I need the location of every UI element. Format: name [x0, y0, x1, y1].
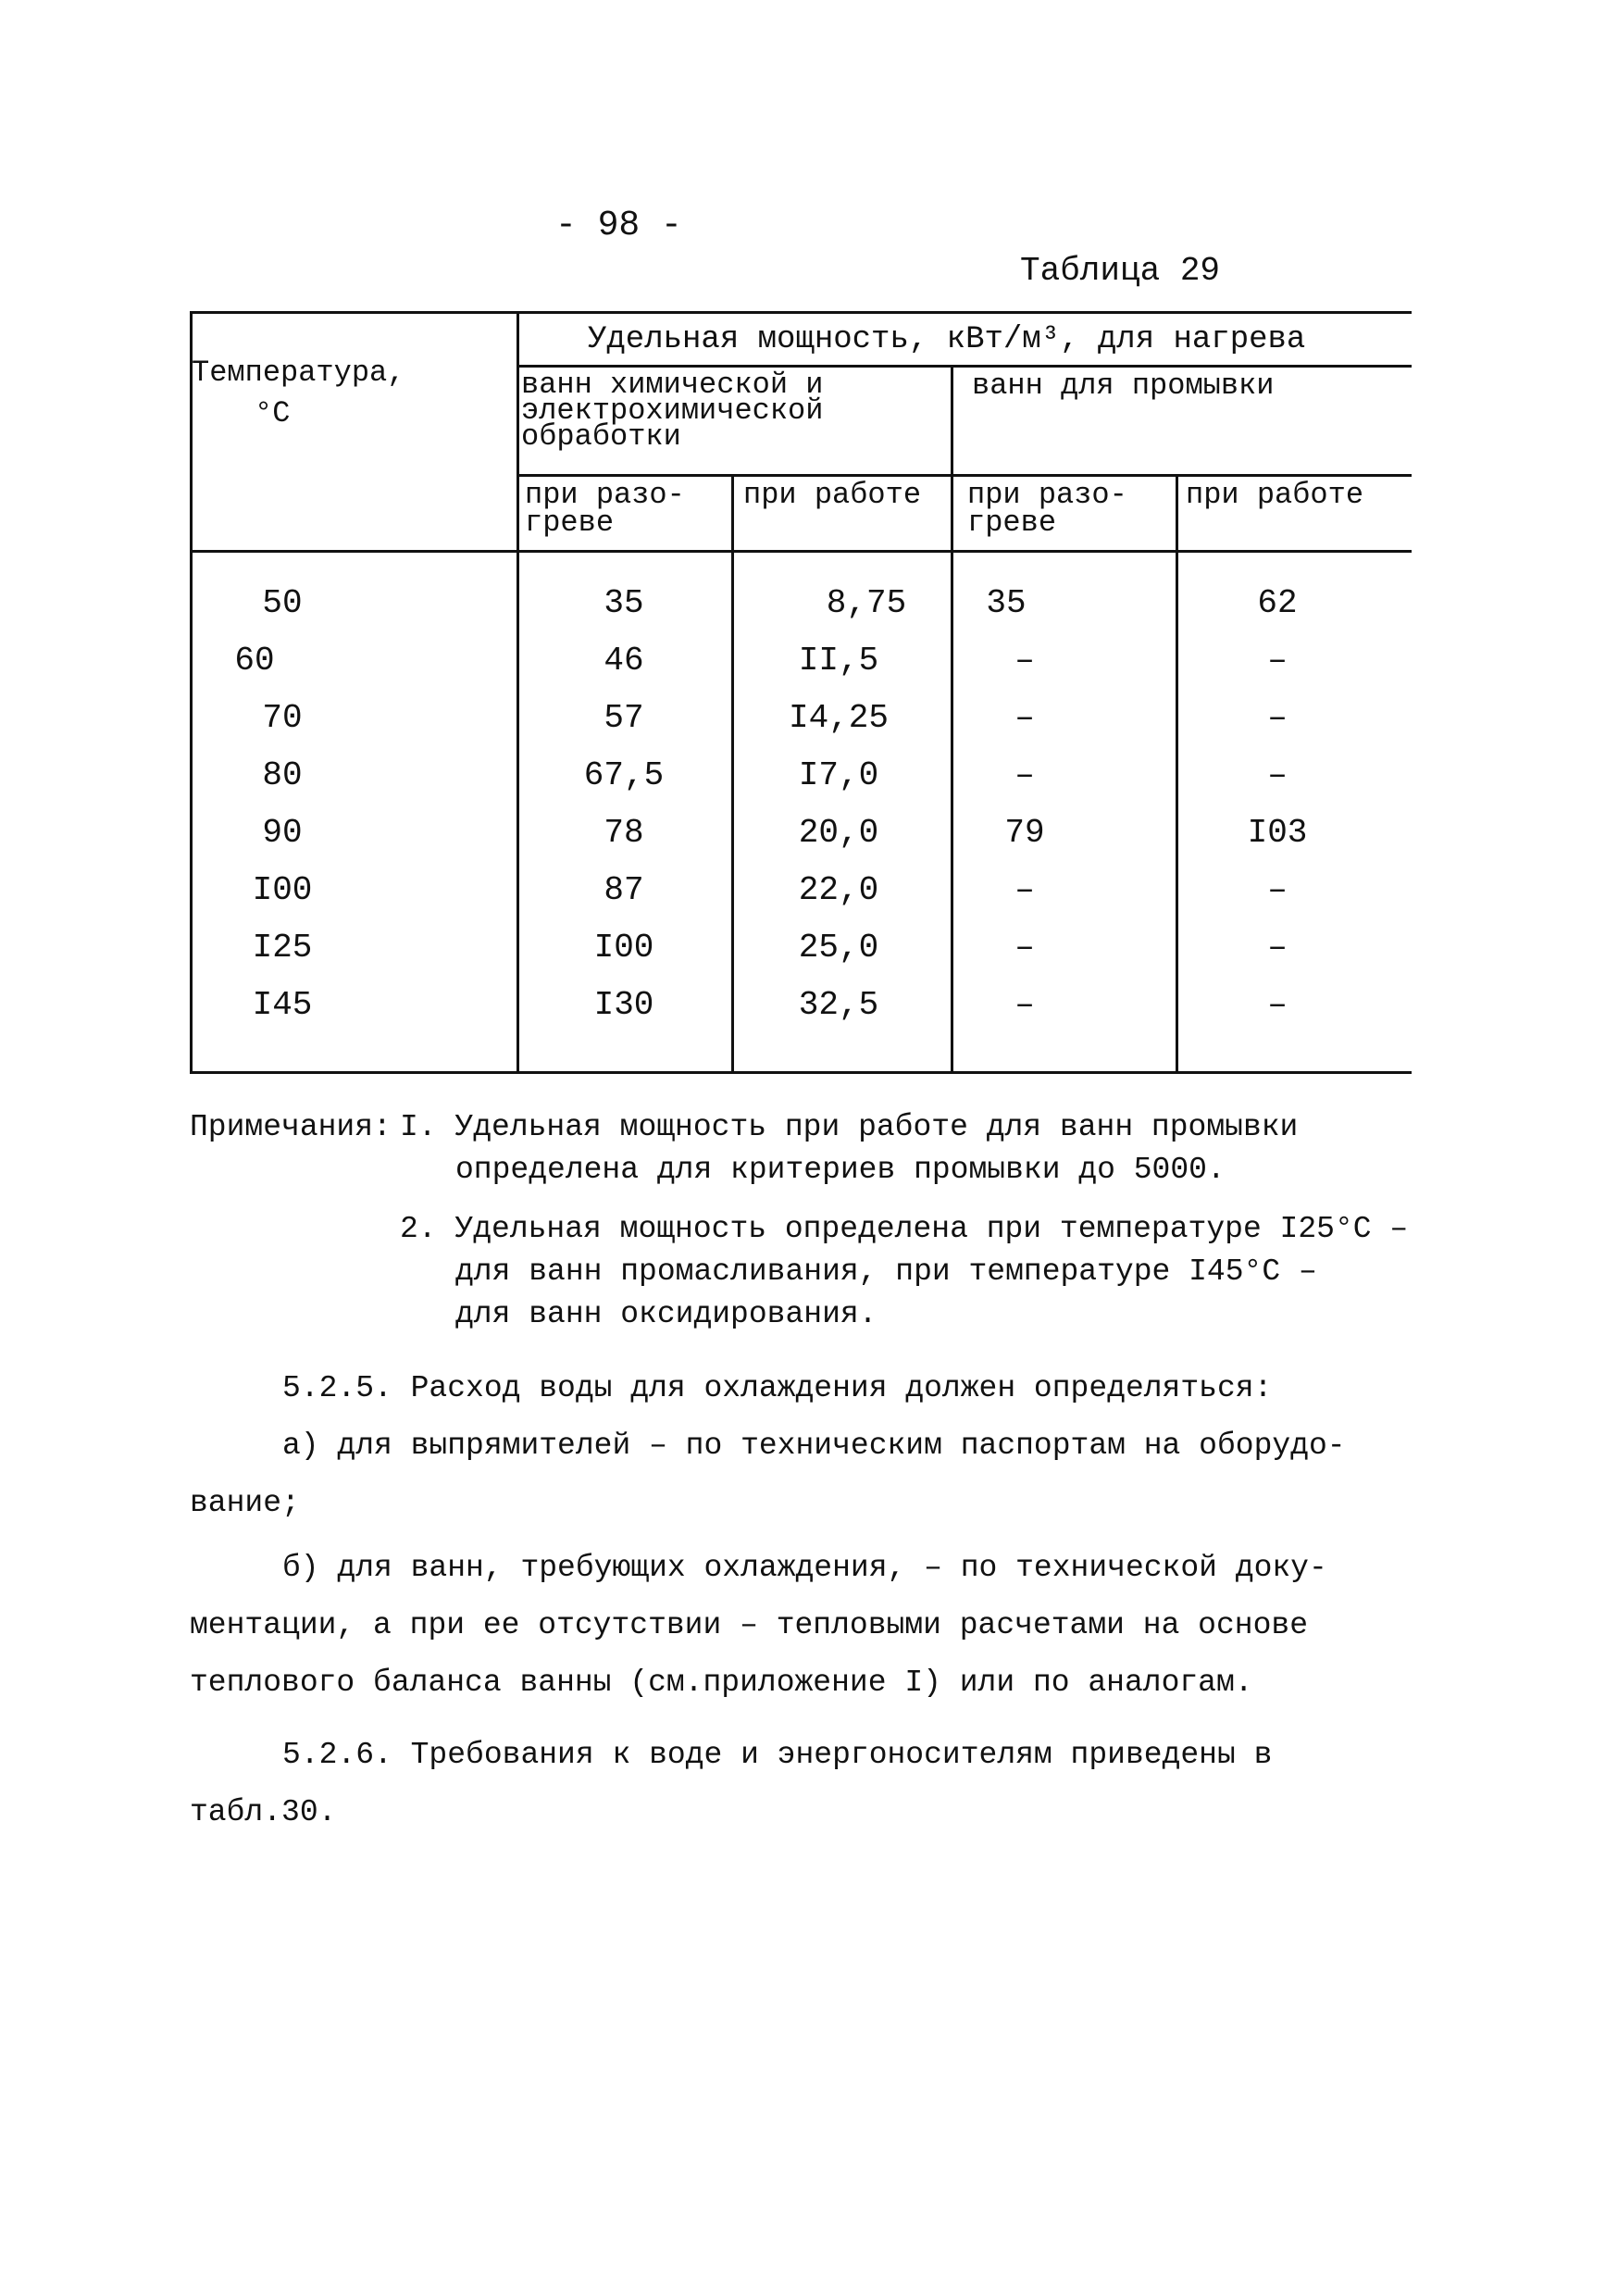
- cell-rinse-work: –: [1267, 699, 1288, 737]
- cell-rinse-warmup: –: [1014, 699, 1035, 737]
- header-bottom-rule: [190, 550, 1412, 553]
- header-temperature: Температура,: [192, 356, 405, 390]
- cell-chem-warmup: 57: [604, 699, 644, 737]
- page-number: - 98 -: [555, 206, 682, 245]
- paragraph-b-line-2: ментации, а при ее отсутствии – тепловыми расчетами на основе: [190, 1608, 1308, 1642]
- cell-rinse-warmup: –: [1014, 986, 1035, 1024]
- cell-chem-warmup: 67,5: [583, 756, 665, 794]
- cell-rinse-warmup: 35: [986, 584, 1027, 622]
- cell-rinse-work: –: [1267, 756, 1288, 794]
- paragraph-b-line-1: б) для ванн, требующих охлаждения, – по технической доку-: [282, 1551, 1327, 1585]
- cell-temp: I25: [252, 929, 313, 967]
- header-group-rinse: ванн для промывки: [972, 368, 1275, 403]
- cell-chem-work: 8,75: [826, 584, 907, 622]
- table-caption: Таблица 29: [1020, 252, 1221, 290]
- subheader-rinse-warmup: при разо- греве: [967, 478, 1127, 540]
- cell-chem-work: II,5: [798, 642, 879, 680]
- notes-label: Примечания:: [190, 1110, 392, 1144]
- cell-chem-warmup: I00: [593, 929, 654, 967]
- paragraph-5-2-6-line-2: табл.30.: [190, 1795, 337, 1829]
- cell-rinse-work: –: [1267, 986, 1288, 1024]
- cell-rinse-work: –: [1267, 929, 1288, 967]
- header-temperature-unit: °С: [255, 396, 291, 430]
- cell-chem-warmup: 35: [604, 584, 644, 622]
- subheader-chem-work: при работе: [743, 478, 922, 512]
- cell-rinse-warmup: –: [1014, 756, 1035, 794]
- cell-chem-warmup: 78: [604, 814, 644, 852]
- cell-rinse-warmup: 79: [1004, 814, 1045, 852]
- cell-rinse-warmup: –: [1014, 929, 1035, 967]
- cell-rinse-warmup: –: [1014, 871, 1035, 909]
- cell-chem-warmup: I30: [593, 986, 654, 1024]
- header-group-power: Удельная мощность, кВт/м³, для нагрева: [588, 322, 1306, 357]
- cell-temp: I00: [252, 871, 313, 909]
- paragraph-a-line-1: а) для выпрямителей – по техническим паспортам на оборудо-: [282, 1429, 1346, 1463]
- cell-chem-work: I4,25: [788, 699, 890, 737]
- cell-rinse-warmup: –: [1014, 642, 1035, 680]
- cell-temp: 70: [262, 699, 303, 737]
- cell-chem-work: I7,0: [798, 756, 879, 794]
- cell-chem-work: 25,0: [798, 929, 879, 967]
- paragraph-5-2-6-line-1: 5.2.6. Требования к воде и энергоносителям приведены в: [282, 1738, 1273, 1772]
- header-group-chem: ванн химической и электрохимической обработки: [521, 368, 824, 454]
- cell-chem-work: 32,5: [798, 986, 879, 1024]
- paragraph-b-line-3: теплового баланса ванны (см.приложение I) или по аналогам.: [190, 1666, 1253, 1700]
- cell-temp: 80: [262, 756, 303, 794]
- cell-temp: 50: [262, 584, 303, 622]
- subheader-rinse-work: при работе: [1186, 478, 1364, 512]
- cell-rinse-work: 62: [1257, 584, 1298, 622]
- cell-temp: I45: [252, 986, 313, 1024]
- cell-temp: 90: [262, 814, 303, 852]
- power-table: [190, 311, 1412, 1074]
- cell-temp: 60: [234, 642, 275, 680]
- note-2-line-3: для ванн оксидирования.: [455, 1297, 877, 1331]
- cell-rinse-work: –: [1267, 642, 1288, 680]
- cell-chem-work: 20,0: [798, 814, 879, 852]
- table-left-rule: [190, 311, 193, 1074]
- cell-chem-work: 22,0: [798, 871, 879, 909]
- note-1-line-1: I. Удельная мощность при работе для ванн промывки: [400, 1110, 1299, 1144]
- cell-rinse-work: –: [1267, 871, 1288, 909]
- note-2-line-2: для ванн промасливания, при температуре I45°С –: [455, 1254, 1317, 1289]
- cell-chem-warmup: 46: [604, 642, 644, 680]
- note-1-line-2: определена для критериев промывки до 5000.: [455, 1153, 1226, 1187]
- subheader-chem-warmup: при разо- греве: [525, 478, 685, 540]
- subgroup-rule: [517, 474, 1412, 477]
- table-top-rule: [190, 311, 1412, 314]
- paragraph-5-2-5: 5.2.5. Расход воды для охлаждения должен определяться:: [282, 1371, 1273, 1405]
- paragraph-a-line-2: вание;: [190, 1486, 300, 1520]
- table-bottom-rule: [190, 1071, 1412, 1074]
- note-2-line-1: 2. Удельная мощность определена при температуре I25°С –: [400, 1212, 1409, 1246]
- cell-rinse-work: I03: [1247, 814, 1308, 852]
- cell-chem-warmup: 87: [604, 871, 644, 909]
